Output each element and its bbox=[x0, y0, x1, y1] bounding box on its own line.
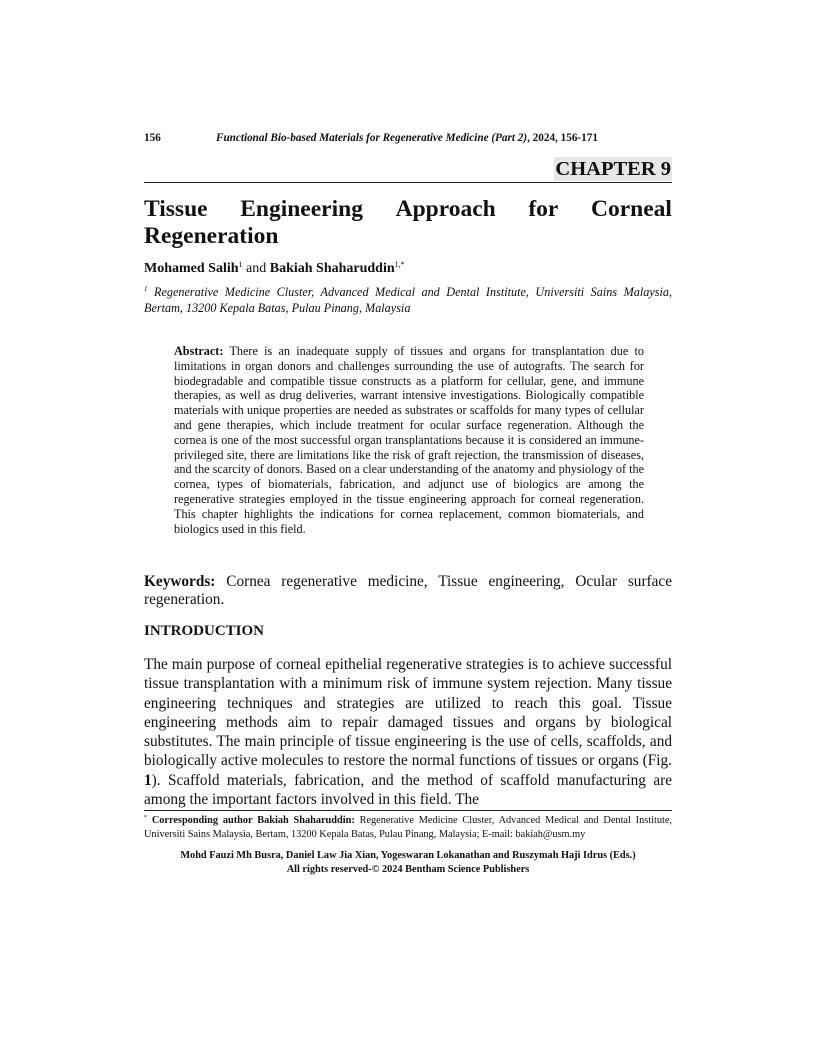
affiliation bbox=[144, 284, 672, 316]
chapter-title bbox=[144, 196, 672, 250]
copyright-line: All rights reserved-© 2024 Bentham Science Publishers bbox=[286, 863, 530, 875]
keywords-label: Keywords: bbox=[144, 573, 216, 590]
corresponding-author-footnote bbox=[144, 814, 672, 841]
footnote-rule bbox=[144, 810, 672, 811]
affiliation-text: Regenerative Medicine Cluster, Advanced Medical and Dental Institute, Universiti Sains Malaysia, Bertam, 13200 Kepala Batas, Pulau Pinang, Malaysia bbox=[144, 285, 672, 315]
footnote-label: Corresponding author Bakiah Shaharuddin: bbox=[147, 815, 355, 826]
title-word: Corneal bbox=[591, 196, 672, 222]
abstract-label: Abstract: bbox=[174, 344, 224, 358]
authors-joiner: and bbox=[242, 261, 270, 276]
paragraph-text: ). Scaffold materials, fabrication, and the method of scaffold manufacturing are among the important factors involved in this field. The bbox=[144, 771, 672, 809]
book-details: , 2024, 156-171 bbox=[527, 132, 598, 144]
title-word: Tissue bbox=[144, 196, 208, 222]
introduction-paragraph bbox=[144, 655, 672, 809]
abstract-text: There is an inadequate supply of tissues and organs for transplantation due to limitations in organ donors and challenges surrounding the use of autografts. The search for biodegradable and compatible tissue constructs as a platform for cellular, gene, and immune therapies, as well as drug deliveries, warrant intensive investigations. Biologically compatible materials with unique properties are needed as substrates or scaffolds for many types of cellular and gene therapies, which include treatment for ocular surface regeneration. Although the cornea is one of the most successful organ transplantations because it is considered an immune-privileged site, there are limitations like the risk of graft rejection, the transmission of diseases, and the scarcity of donors. Based on a clear understanding of the anatomy and physiology of the cornea, types of biomaterials, fabrication, and adjunct use of biologics are among the regenerative strategies employed in the tissue engineering approach for corneal regeneration. This chapter highlights the indications for cornea replacement, common biomaterials, and biologics used in this field. bbox=[174, 344, 644, 536]
title-word: Engineering bbox=[240, 196, 363, 222]
author-affiliation-marker: 1,* bbox=[394, 260, 405, 269]
editors-copyright bbox=[144, 849, 672, 876]
title-line-2: Regeneration bbox=[144, 223, 279, 249]
book-title: Functional Bio-based Materials for Regenerative Medicine (Part 2) bbox=[216, 132, 528, 144]
abstract bbox=[174, 344, 644, 536]
footnote-text: Regenerative Medicine Cluster, Advanced Medical and Dental Institute, Universiti Sains Malaysia, Bertam, 13200 Kepala Batas, Pulau Pinang, Malaysia; E-mail: bakiah@usm.my bbox=[144, 815, 672, 840]
keywords-text: Cornea regenerative medicine, Tissue engineering, Ocular surface regeneration. bbox=[144, 573, 672, 608]
footnote-marker: * bbox=[144, 815, 147, 821]
figure-reference-link[interactable]: 1 bbox=[144, 771, 152, 789]
header-rule bbox=[144, 182, 672, 183]
author-name: Bakiah Shaharuddin bbox=[269, 261, 395, 276]
section-heading-introduction: INTRODUCTION bbox=[144, 623, 265, 639]
editors-line: Mohd Fauzi Mh Busra, Daniel Law Jia Xian, Yogeswaran Lokanathan and Ruszymah Haji Idrus (Eds.) bbox=[180, 850, 636, 861]
title-word: for bbox=[528, 196, 559, 222]
paragraph-text: The main purpose of corneal epithelial regenerative strategies is to achieve successful tissue transplantation with a minimum risk of immune system rejection. Many tissue engineering techniques and strategies are utilized to reach this goal. Tissue engineering methods aim to repair damaged tissues and organs by biological substitutes. The main principle of tissue engineering is the use of cells, scaffolds, and biologically active molecules to restore the normal functions of tissues or organs (Fig. bbox=[144, 656, 672, 770]
keywords bbox=[144, 573, 672, 609]
authors bbox=[144, 261, 405, 277]
page-number: 156 bbox=[144, 132, 161, 144]
chapter-label: CHAPTER 9 bbox=[555, 158, 671, 180]
chapter-label-wrap bbox=[554, 157, 672, 181]
title-word: Approach bbox=[395, 196, 496, 222]
author-name: Mohamed Salih bbox=[144, 261, 239, 276]
author-affiliation-marker: 1 bbox=[238, 260, 243, 269]
affiliation-marker: 1 bbox=[144, 285, 148, 293]
title-line-1 bbox=[144, 196, 672, 223]
source-citation bbox=[216, 132, 598, 144]
